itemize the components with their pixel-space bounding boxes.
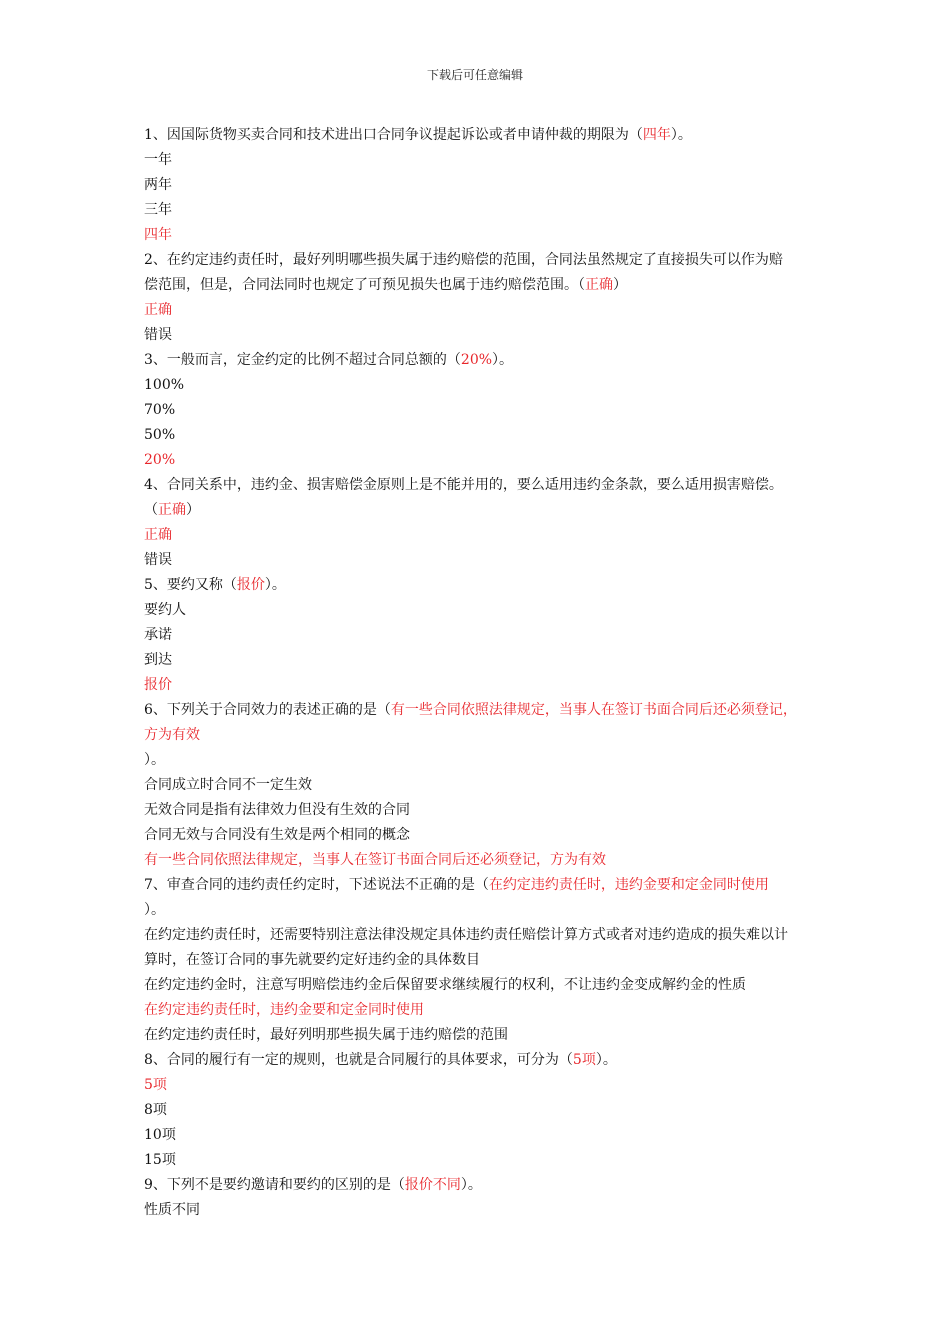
option: 错误 (144, 552, 172, 568)
question-text: 偿范围，但是，合同法同时也规定了可预见损失也属于违约赔偿范围。（ (144, 277, 585, 293)
option: 合同无效与合同没有生效是两个相同的概念 (144, 827, 410, 843)
answer-text: 5项 (572, 1052, 596, 1068)
option: 无效合同是指有法律效力但没有生效的合同 (144, 802, 410, 818)
option-correct: 有一些合同依照法律规定，当事人在签订书面合同后还必须登记，方为有效 (144, 852, 606, 868)
option: 70% (144, 402, 176, 418)
question-text-end: ）。 (144, 752, 165, 768)
question-text-end: ）。 (670, 127, 692, 143)
answer-text: 正确 (158, 502, 186, 518)
question-4-cont (144, 498, 814, 523)
option: 一年 (144, 152, 172, 168)
option-correct: 正确 (144, 527, 172, 543)
question-6 (144, 698, 814, 723)
question-text: 8、合同的履行有一定的规则，也就是合同履行的具体要求，可分为（ (144, 1052, 573, 1068)
answer-text: 报价不同 (404, 1177, 461, 1193)
question-text: 1、因国际货物买卖合同和技术进出口合同争议提起诉讼或者申请仲裁的期限为（ (144, 127, 643, 143)
option-correct: 正确 (144, 302, 172, 318)
question-text: 6、下列关于合同效力的表述正确的是（ (144, 702, 391, 718)
question-text: 5、要约又称（ (144, 577, 237, 593)
question-1 (144, 123, 814, 148)
question-2: 2、在约定违约责任时，最好列明哪些损失属于违约赔偿的范围，合同法虽然规定了直接损失可以作为赔 (144, 252, 783, 268)
answer-text: 四年 (642, 127, 671, 143)
answer-text: 有一些合同依照法律规定，当事人在签订书面合同后还必须登记， (390, 702, 797, 718)
option: 两年 (144, 177, 172, 193)
answer-text: 在约定违约责任时，违约金要和定金同时使用 (488, 877, 769, 893)
option-correct: 四年 (144, 227, 172, 243)
question-5 (144, 573, 814, 598)
option: 在约定违约金时，注意写明赔偿违约金后保留要求继续履行的权利，不让违约金变成解约金的性质 (144, 977, 746, 993)
question-text: 9、下列不是要约邀请和要约的区别的是（ (144, 1177, 405, 1193)
question-text-end: ）。 (264, 577, 286, 593)
option: 错误 (144, 327, 172, 343)
question-text: 3、一般而言，定金约定的比例不超过合同总额的（ (144, 352, 461, 368)
question-text-end: ）。 (460, 1177, 482, 1193)
answer-text: 20% (460, 352, 493, 368)
option: 到达 (144, 652, 172, 668)
answer-text: 正确 (585, 277, 613, 293)
option: 性质不同 (144, 1202, 200, 1218)
question-text-end: ）。 (595, 1052, 617, 1068)
question-4: 4、合同关系中，违约金、损害赔偿金原则上是不能并用的，要么适用违约金条款，要么适用损害赔偿。 (144, 477, 783, 493)
option-correct: 5项 (144, 1077, 167, 1093)
question-text-end: ）。 (492, 352, 514, 368)
option-correct: 在约定违约责任时，违约金要和定金同时使用 (144, 1002, 424, 1018)
question-text-end: ）。 (144, 902, 165, 918)
option: 要约人 (144, 602, 186, 618)
option: 50% (144, 427, 176, 443)
question-8 (144, 1048, 814, 1073)
option: 8项 (144, 1102, 167, 1118)
question-7 (144, 873, 814, 898)
option-correct: 20% (144, 452, 176, 468)
question-list (144, 123, 814, 1223)
option: 三年 (144, 202, 172, 218)
option: 合同成立时合同不一定生效 (144, 777, 312, 793)
option-cont: 算时，在签订合同的事先就要约定好违约金的具体数目 (144, 952, 480, 968)
question-text: （ (144, 502, 158, 518)
option: 15项 (144, 1152, 176, 1168)
question-3 (144, 348, 814, 373)
question-9 (144, 1173, 814, 1198)
question-text-end: ） (613, 277, 627, 293)
option: 100% (144, 377, 185, 393)
question-text-end: ） (186, 502, 200, 518)
answer-text: 报价 (236, 577, 265, 593)
question-2-cont (144, 273, 814, 298)
option: 10项 (144, 1127, 176, 1143)
option: 在约定违约责任时，最好列明那些损失属于违约赔偿的范围 (144, 1027, 508, 1043)
option-correct: 报价 (144, 677, 172, 693)
answer-text-cont: 方为有效 (144, 727, 200, 743)
option: 在约定违约责任时，还需要特别注意法律没规定具体违约责任赔偿计算方式或者对违约造成的损失难以计 (144, 927, 788, 943)
option: 承诺 (144, 627, 172, 643)
question-text: 7、审查合同的违约责任约定时，下述说法不正确的是（ (144, 877, 489, 893)
page-header: 下载后可任意编辑 (426, 68, 523, 82)
